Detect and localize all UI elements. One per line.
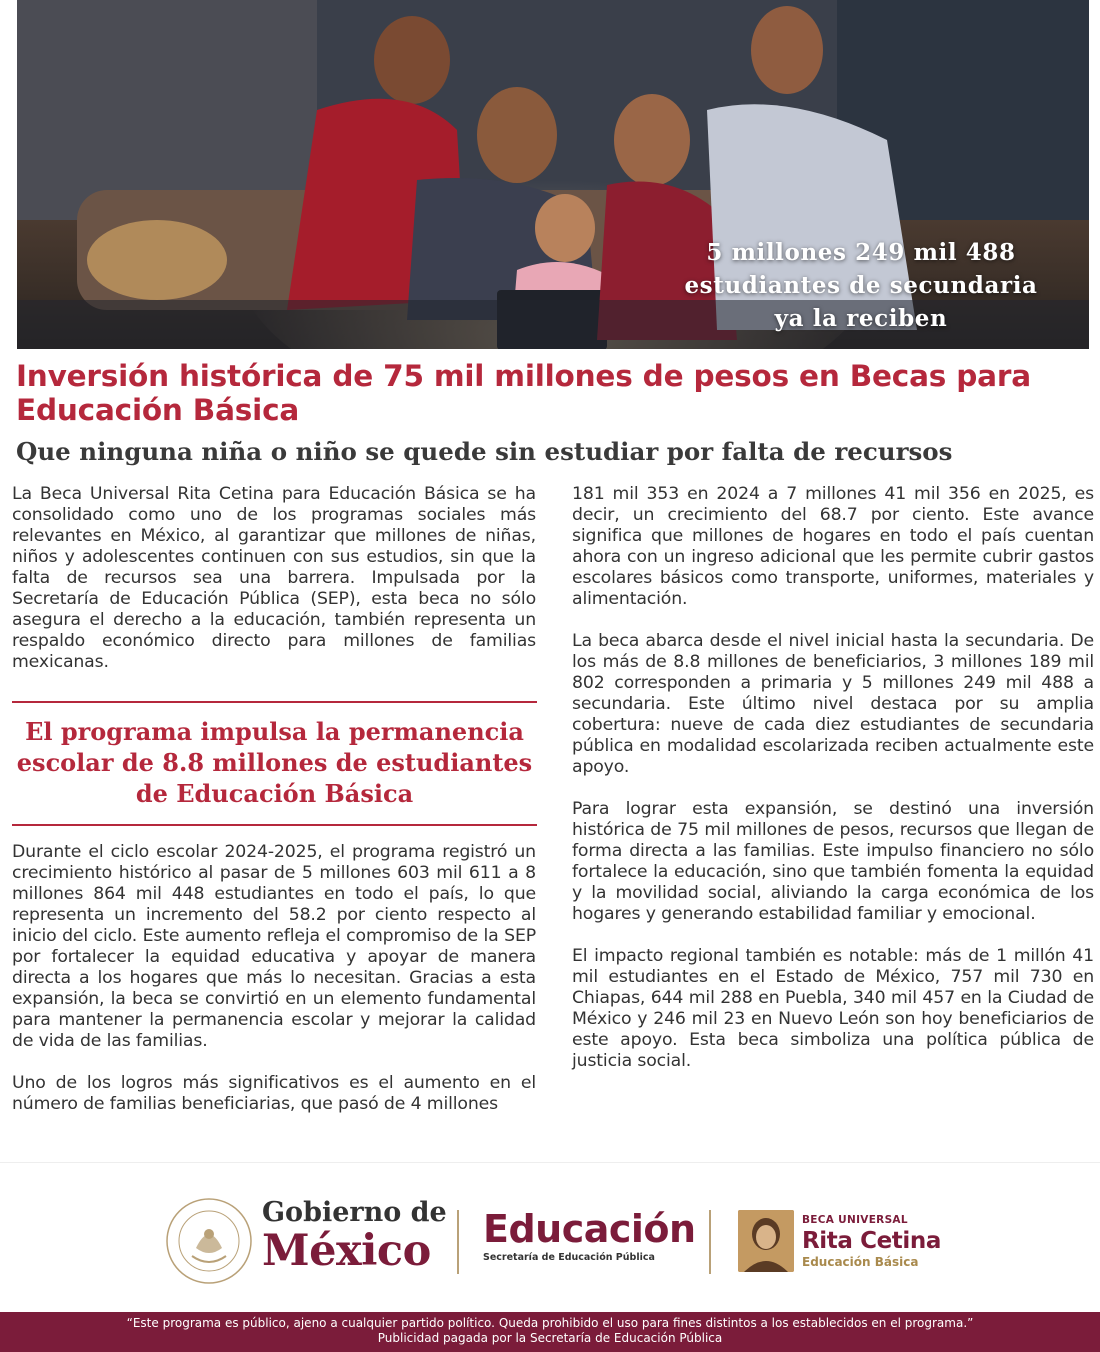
callout-bottom-rule <box>12 824 537 826</box>
educacion-basica-label: Educación Básica <box>802 1255 919 1269</box>
mexico-line: México <box>262 1226 431 1276</box>
beca-rita-cetina-logo <box>802 1214 941 1269</box>
rita-cetina-portrait-icon <box>738 1210 794 1272</box>
callout-heading <box>12 716 537 809</box>
beca-universal-label: BECA UNIVERSAL <box>802 1214 908 1226</box>
gobierno-line: Gobierno de <box>262 1197 447 1228</box>
callout-line: de Educación Básica <box>135 779 414 808</box>
educacion-wordmark: Educación <box>483 1207 696 1251</box>
body-paragraph: El impacto regional también es notable: más de 1 millón 41 mil estudiantes en el Estado de México, 757 mil 730 en Chiapas, 644 mil 288 en Puebla, 340 mil 457 en la Ciudad de México y 246 mil 23 en Nuevo León son hoy beneficiarios de este apoyo. Esta beca simboliza una política pública de justicia social. <box>572 946 1094 1071</box>
hero-caption-line: 5 millones 249 mil 488 <box>706 239 1016 266</box>
logo-divider <box>457 1210 459 1274</box>
sep-label: Secretaría de Educación Pública <box>483 1252 655 1263</box>
callout-line: escolar de 8.8 millones de estudiantes <box>16 748 533 777</box>
logo-divider <box>709 1210 711 1274</box>
body-paragraph: La beca abarca desde el nivel inicial hasta la secundaria. De los más de 8.8 millones de beneficiarios, 3 millones 189 mil 802 corresponden a primaria y 5 millones 249 mil 488 a secundaria. Este último nivel destaca por su amplia cobertura: nueve de cada diez estudiantes de secundaria pública en modalidad escolarizada reciben actualmente este apoyo. <box>572 631 1094 777</box>
left-column-body <box>12 842 536 1115</box>
body-paragraph: 181 mil 353 en 2024 a 7 millones 41 mil 356 en 2025, es decir, un crecimiento del 68.7 por ciento. Este avance significa que millones de hogares en todo el país cuentan ahora con un ingreso adicional que les permite cubrir gastos escolares básicos como transporte, uniformes, materiales y alimentación. <box>572 484 1094 609</box>
callout-line: El programa impulsa la permanencia <box>25 717 524 746</box>
hero-photo <box>17 0 1089 349</box>
hero-caption-line: ya la reciben <box>774 305 948 332</box>
callout-top-rule <box>12 701 537 703</box>
body-paragraph: Uno de los logros más significativos es el aumento en el número de familias beneficiarias, que pasó de 4 millones <box>12 1073 536 1114</box>
hero-caption-line: estudiantes de secundaria <box>684 272 1038 299</box>
mexico-seal-icon <box>164 1196 254 1286</box>
legal-disclaimer: “Este programa es público, ajeno a cualquier partido político. Queda prohibido el uso para fines distintos a los establecidos en el programa.” <box>126 1316 974 1330</box>
intro-paragraph: La Beca Universal Rita Cetina para Educación Básica se ha consolidado como uno de los programas sociales más relevantes en México, al garantizar que millones de niñas, niños y adolescentes continuen con sus estudios, sin que la falta de recursos sea una barrera. Impulsada por la Secretaría de Educación Pública (SEP), esta beca no sólo asegura el derecho a la educación, también representa un respaldo económico directo para millones de familias mexicanas. <box>12 484 536 672</box>
page-title: Inversión histórica de 75 mil millones de pesos en Becas para Educación Básica <box>16 359 1031 427</box>
body-paragraph: Para lograr esta expansión, se destinó una inversión histórica de 75 mil millones de pesos, recursos que llegan de forma directa a las familias. Este impulso financiero no sólo fortalece la educación, sino que también fomenta la equidad y la movilidad social, aliviando la carga económica de los hogares y generando estabilidad familiar y emocional. <box>572 799 1094 924</box>
rita-cetina-wordmark: Rita Cetina <box>802 1228 941 1254</box>
page-subtitle: Que ninguna niña o niño se quede sin estudiar por falta de recursos <box>16 437 953 466</box>
hero-caption <box>661 236 1061 335</box>
gobierno-de-mexico-logo <box>262 1198 447 1274</box>
paid-advertising-note: Publicidad pagada por la Secretaría de Educación Pública <box>377 1331 723 1345</box>
right-column <box>572 484 1094 1072</box>
left-column <box>12 484 536 673</box>
educacion-logo <box>483 1208 696 1264</box>
body-paragraph: Durante el ciclo escolar 2024-2025, el programa registró un crecimiento histórico al pasar de 5 millones 603 mil 611 a 8 millones 864 mil 448 estudiantes en todo el país, lo que representa un incremento del 58.2 por ciento respecto al inicio del ciclo. Este aumento refleja el compromiso de la SEP por fortalecer la equidad educativa y apoyar de manera directa a los hogares que más lo necesitan. Gracias a esta expansión, la beca se convirtió en un elemento fundamental para mantener la permanencia escolar y mejorar la calidad de vida de las familias. <box>12 842 536 1051</box>
legal-disclaimer-bar <box>0 1312 1100 1352</box>
